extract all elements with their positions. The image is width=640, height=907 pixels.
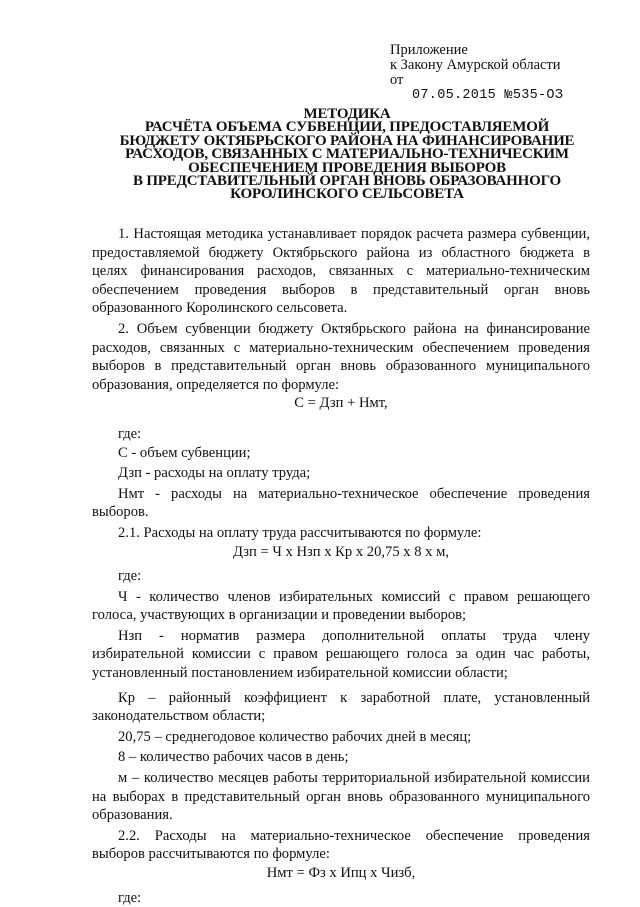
definition-c: С - объем субвенции; [118,444,251,461]
formula-nmt: Нмт = Фз х Ипц х Чизб, [266,865,416,881]
title-line-4: РАСХОДОВ, СВЯЗАННЫХ С МАТЕРИАЛЬНО-ТЕХНИЧЕСКИМ [125,146,569,163]
definition-dzp: Дзп - расходы на оплату труда; [118,465,311,482]
definition-m: м – количество месяцев работы территориальной избирательной комиссии на выборах в представительный орган вновь образованного муниципального образования. [92,770,590,824]
title-line-1: МЕТОДИКА [303,106,391,122]
where-label-2: где: [118,568,142,585]
formula-dzp: Дзп = Ч х Нзп х Кр х 20,75 х 8 х м, [232,543,450,560]
appendix-line-2: к Закону Амурской области [390,57,561,73]
definition-hours: 8 – количество рабочих часов в день; [118,749,349,766]
paragraph-1: 1. Настоящая методика устанавливает порядок расчета размера субвенции, предоставляемой бюджету Октябрьского района из областного бюджета в целях финансирования расходов, связанных с материально-техническим обеспечением проведения выборов в представительный орган вновь образованного Королинского сельсовета. [92,226,590,317]
paragraph-2-1: 2.1. Расходы на оплату труда рассчитываются по формуле: [118,524,482,541]
title-line-2: РАСЧЁТА ОБЪЕМА СУБВЕНЦИИ, ПРЕДОСТАВЛЯЕМОЙ [144,119,550,136]
definition-nzp: Нзп - норматив размера дополнительной оплаты труда члену избирательной комиссии с правом решающего голоса за один час работы, установленный постановлением избирательной комиссии области; [92,627,590,682]
document-title [100,108,594,202]
definition-kr: Кр – районный коэффициент к заработной плате, установленный законодательством области; [92,689,590,725]
title-line-7: КОРОЛИНСКОГО СЕЛЬСОВЕТА [230,186,464,203]
paragraph-2-2: 2.2. Расходы на материально-техническое обеспечение проведения выборов рассчитываются по формуле: [92,827,590,863]
title-line-6: В ПРЕДСТАВИТЕЛЬНЫЙ ОРГАН ВНОВЬ ОБРАЗОВАННОГО [132,173,562,190]
definition-days: 20,75 – среднегодовое количество рабочих дней в месяц; [118,728,472,745]
appendix-line-1: Приложение [390,42,468,58]
title-line-3: БЮДЖЕТУ ОКТЯБРЬСКОГО РАЙОНА НА ФИНАНСИРОВАНИЕ [119,132,575,149]
where-label-1: где: [118,425,142,442]
document-body [92,225,590,907]
definition-nmt: Нмт - расходы на материально-техническое обеспечение проведения выборов. [92,485,590,521]
where-label-3: где: [118,889,142,906]
paragraph-2: 2. Объем субвенции бюджету Октябрьского района на финансирование расходов, связанных с материально-техническим обеспечением проведения выборов в представительный орган вновь образованного муниципального образования, определяется по формуле: [92,320,590,393]
title-line-5: ОБЕСПЕЧЕНИЕМ ПРОВЕДЕНИЯ ВЫБОРОВ [188,159,506,176]
appendix-date-number: 07.05.2015 №535-ОЗ [412,88,564,103]
appendix-from: от [390,72,404,88]
definition-ch: Ч - количество членов избирательных комиссий с правом решающего голоса, участвующих в организации и проведении выборов; [92,588,590,624]
appendix-line-3 [390,73,563,88]
formula-c: С = Дзп + Нмт, [294,395,388,412]
appendix-header [390,43,563,103]
